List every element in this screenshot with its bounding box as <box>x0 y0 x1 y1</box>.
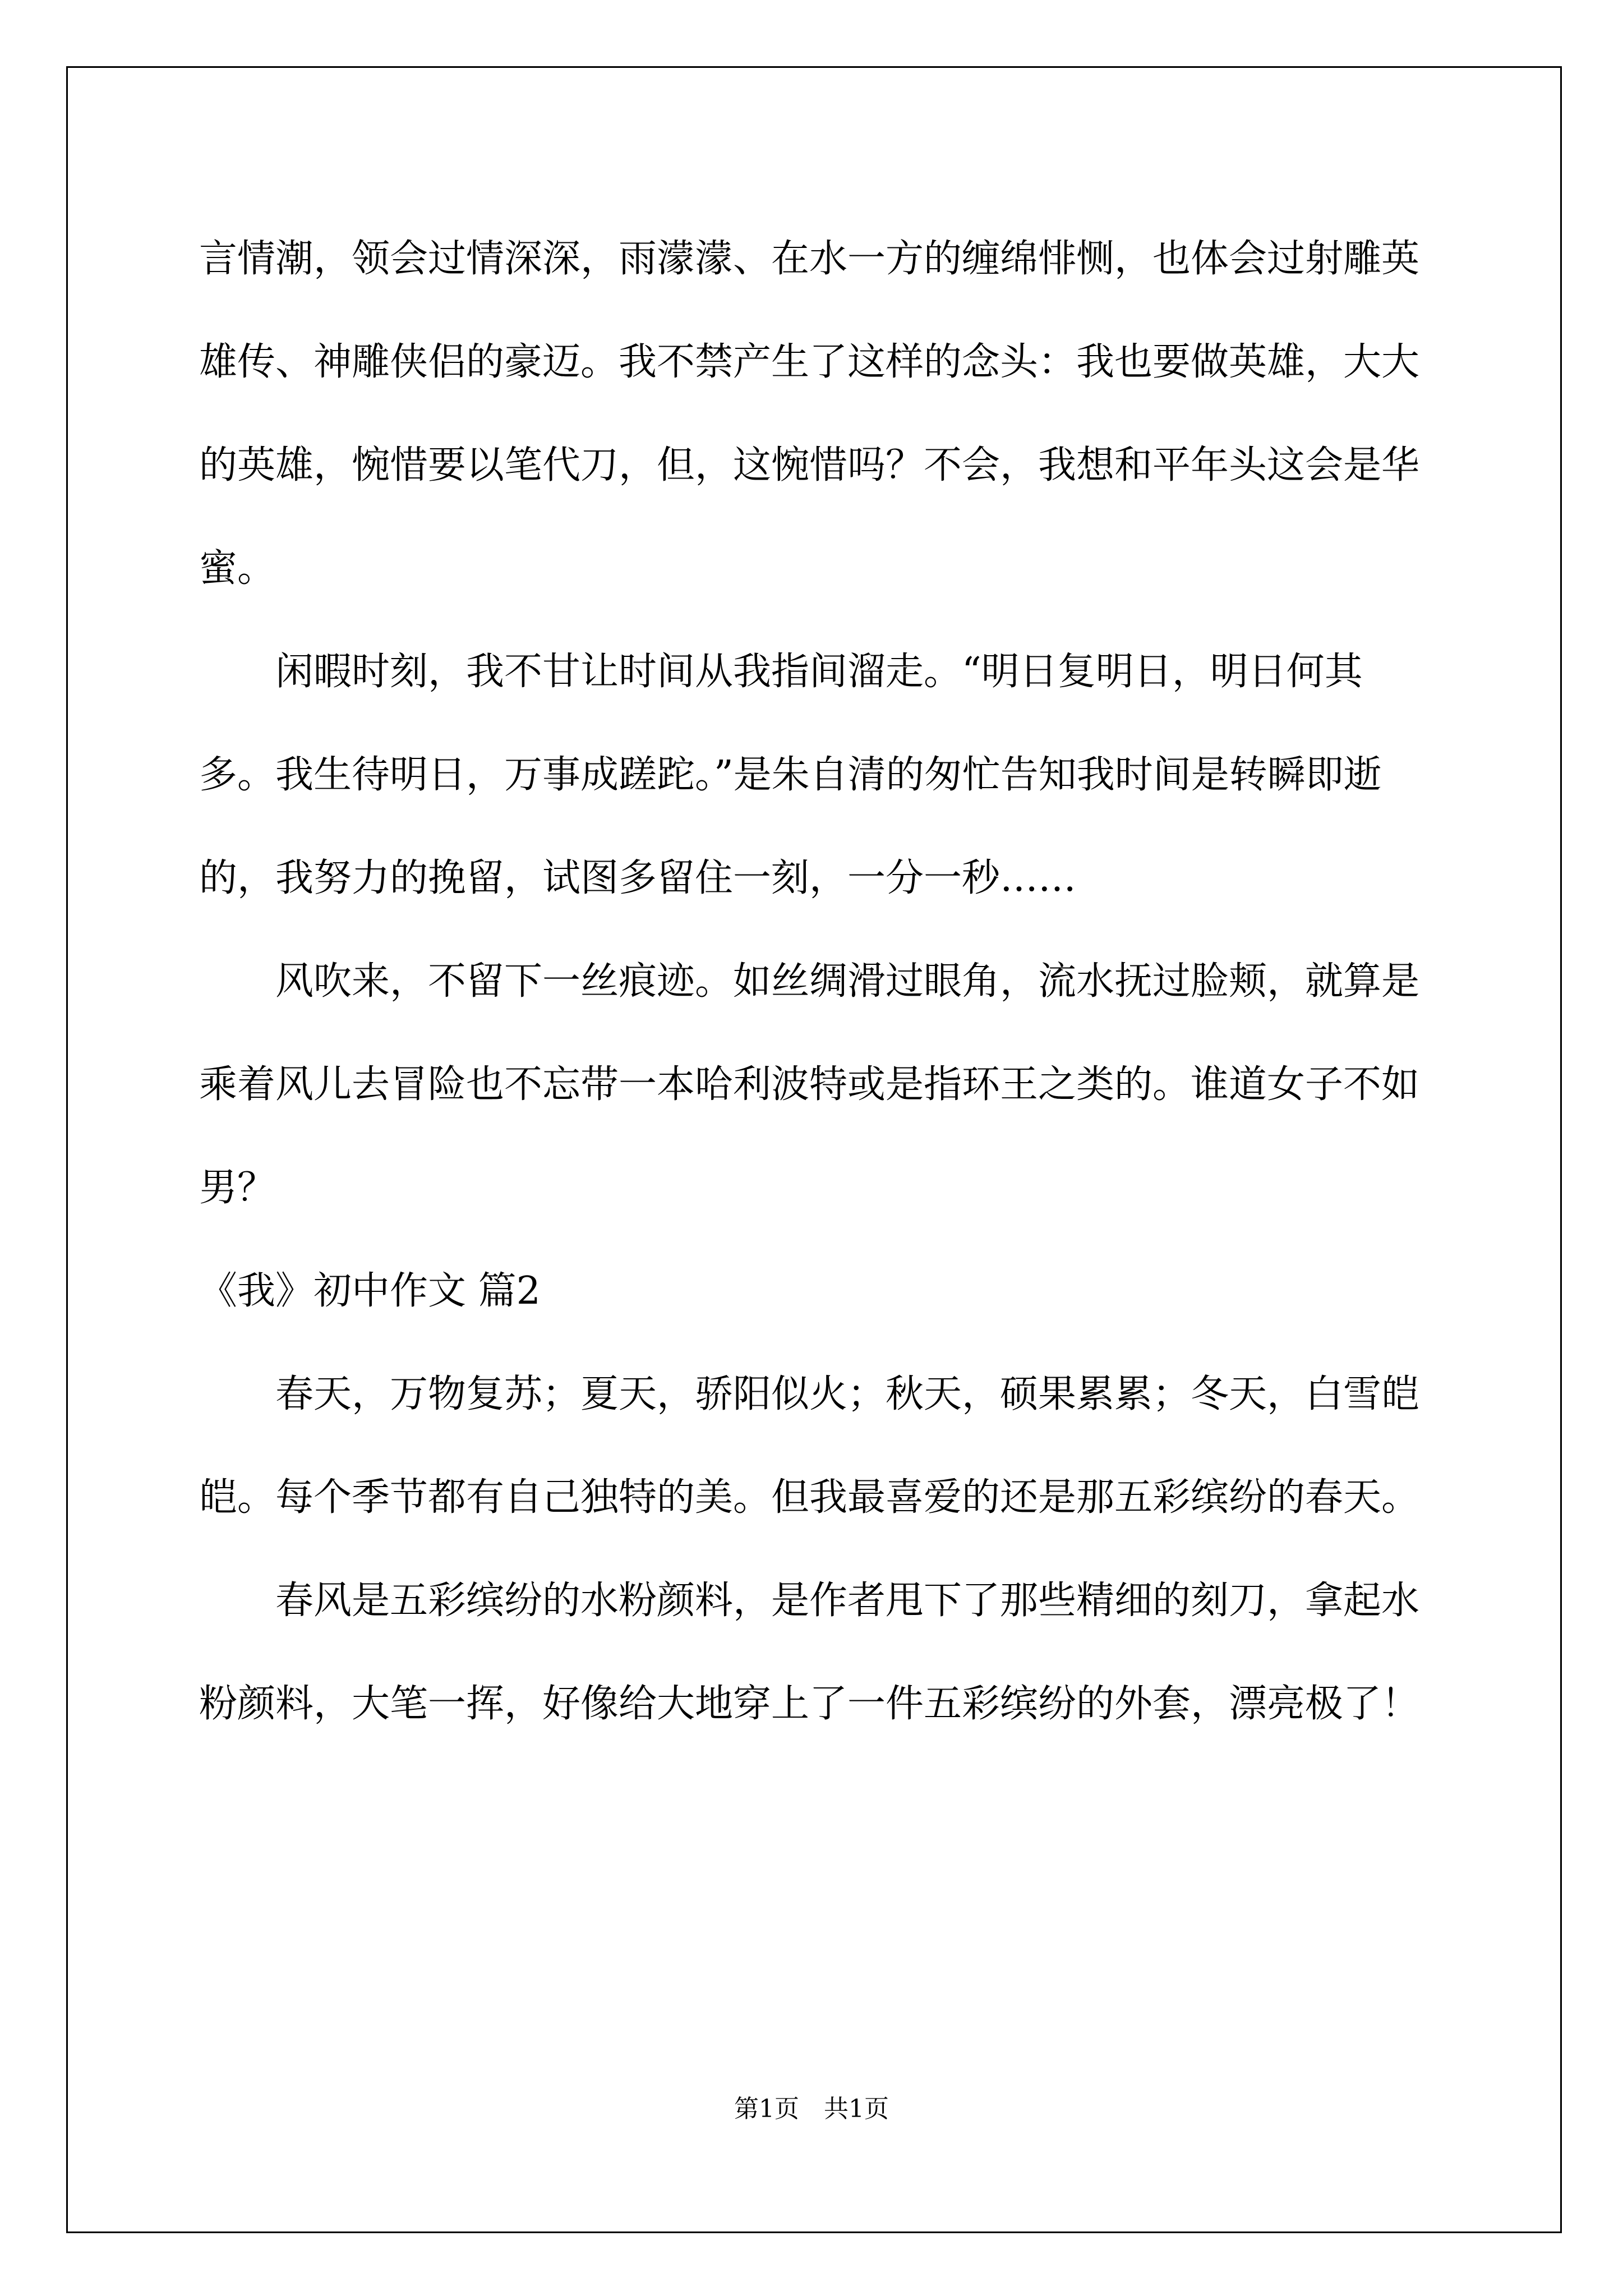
paragraph: 春天，万物复苏；夏天，骄阳似火；秋天，硕果累累；冬天，白雪皑皑。每个季节都有自己独特的美。但我最喜爱的还是那五彩缤纷的春天。 <box>199 1372 1420 1520</box>
page-footer: 第1页 共1页 <box>734 2095 889 2123</box>
section-title: 《我》初中作文 篇2 <box>199 1269 541 1313</box>
paragraph: 春风是五彩缤纷的水粉颜料，是作者甩下了那些精细的刻刀，拿起水粉颜料，大笔一挥，好像给大地穿上了一件五彩缤纷的外套，漂亮极了！ <box>199 1579 1420 1726</box>
document-body <box>199 208 1433 1756</box>
paragraph: 闲暇时刻，我不甘让时间从我指间溜走。“明日复明日，明日何其多。我生待明日，万事成蹉跎。”是朱自清的匆忙告知我时间是转瞬即逝的，我努力的挽留，试图多留住一刻，一分一秒…… <box>199 650 1382 900</box>
paragraph-continuation: 言情潮，领会过情深深，雨濛濛、在水一方的缠绵悱恻，也体会过射雕英雄传、神雕侠侣的豪迈。我不禁产生了这样的念头：我也要做英雄，大大的英雄，惋惜要以笔代刀，但，这惋惜吗？不会，我想和平年头这会是华蜜。 <box>199 237 1420 591</box>
paragraph: 风吹来，不留下一丝痕迹。如丝绸滑过眼角，流水抚过脸颊，就算是乘着风儿去冒险也不忘带一本哈利波特或是指环王之类的。谁道女子不如男？ <box>199 959 1420 1210</box>
